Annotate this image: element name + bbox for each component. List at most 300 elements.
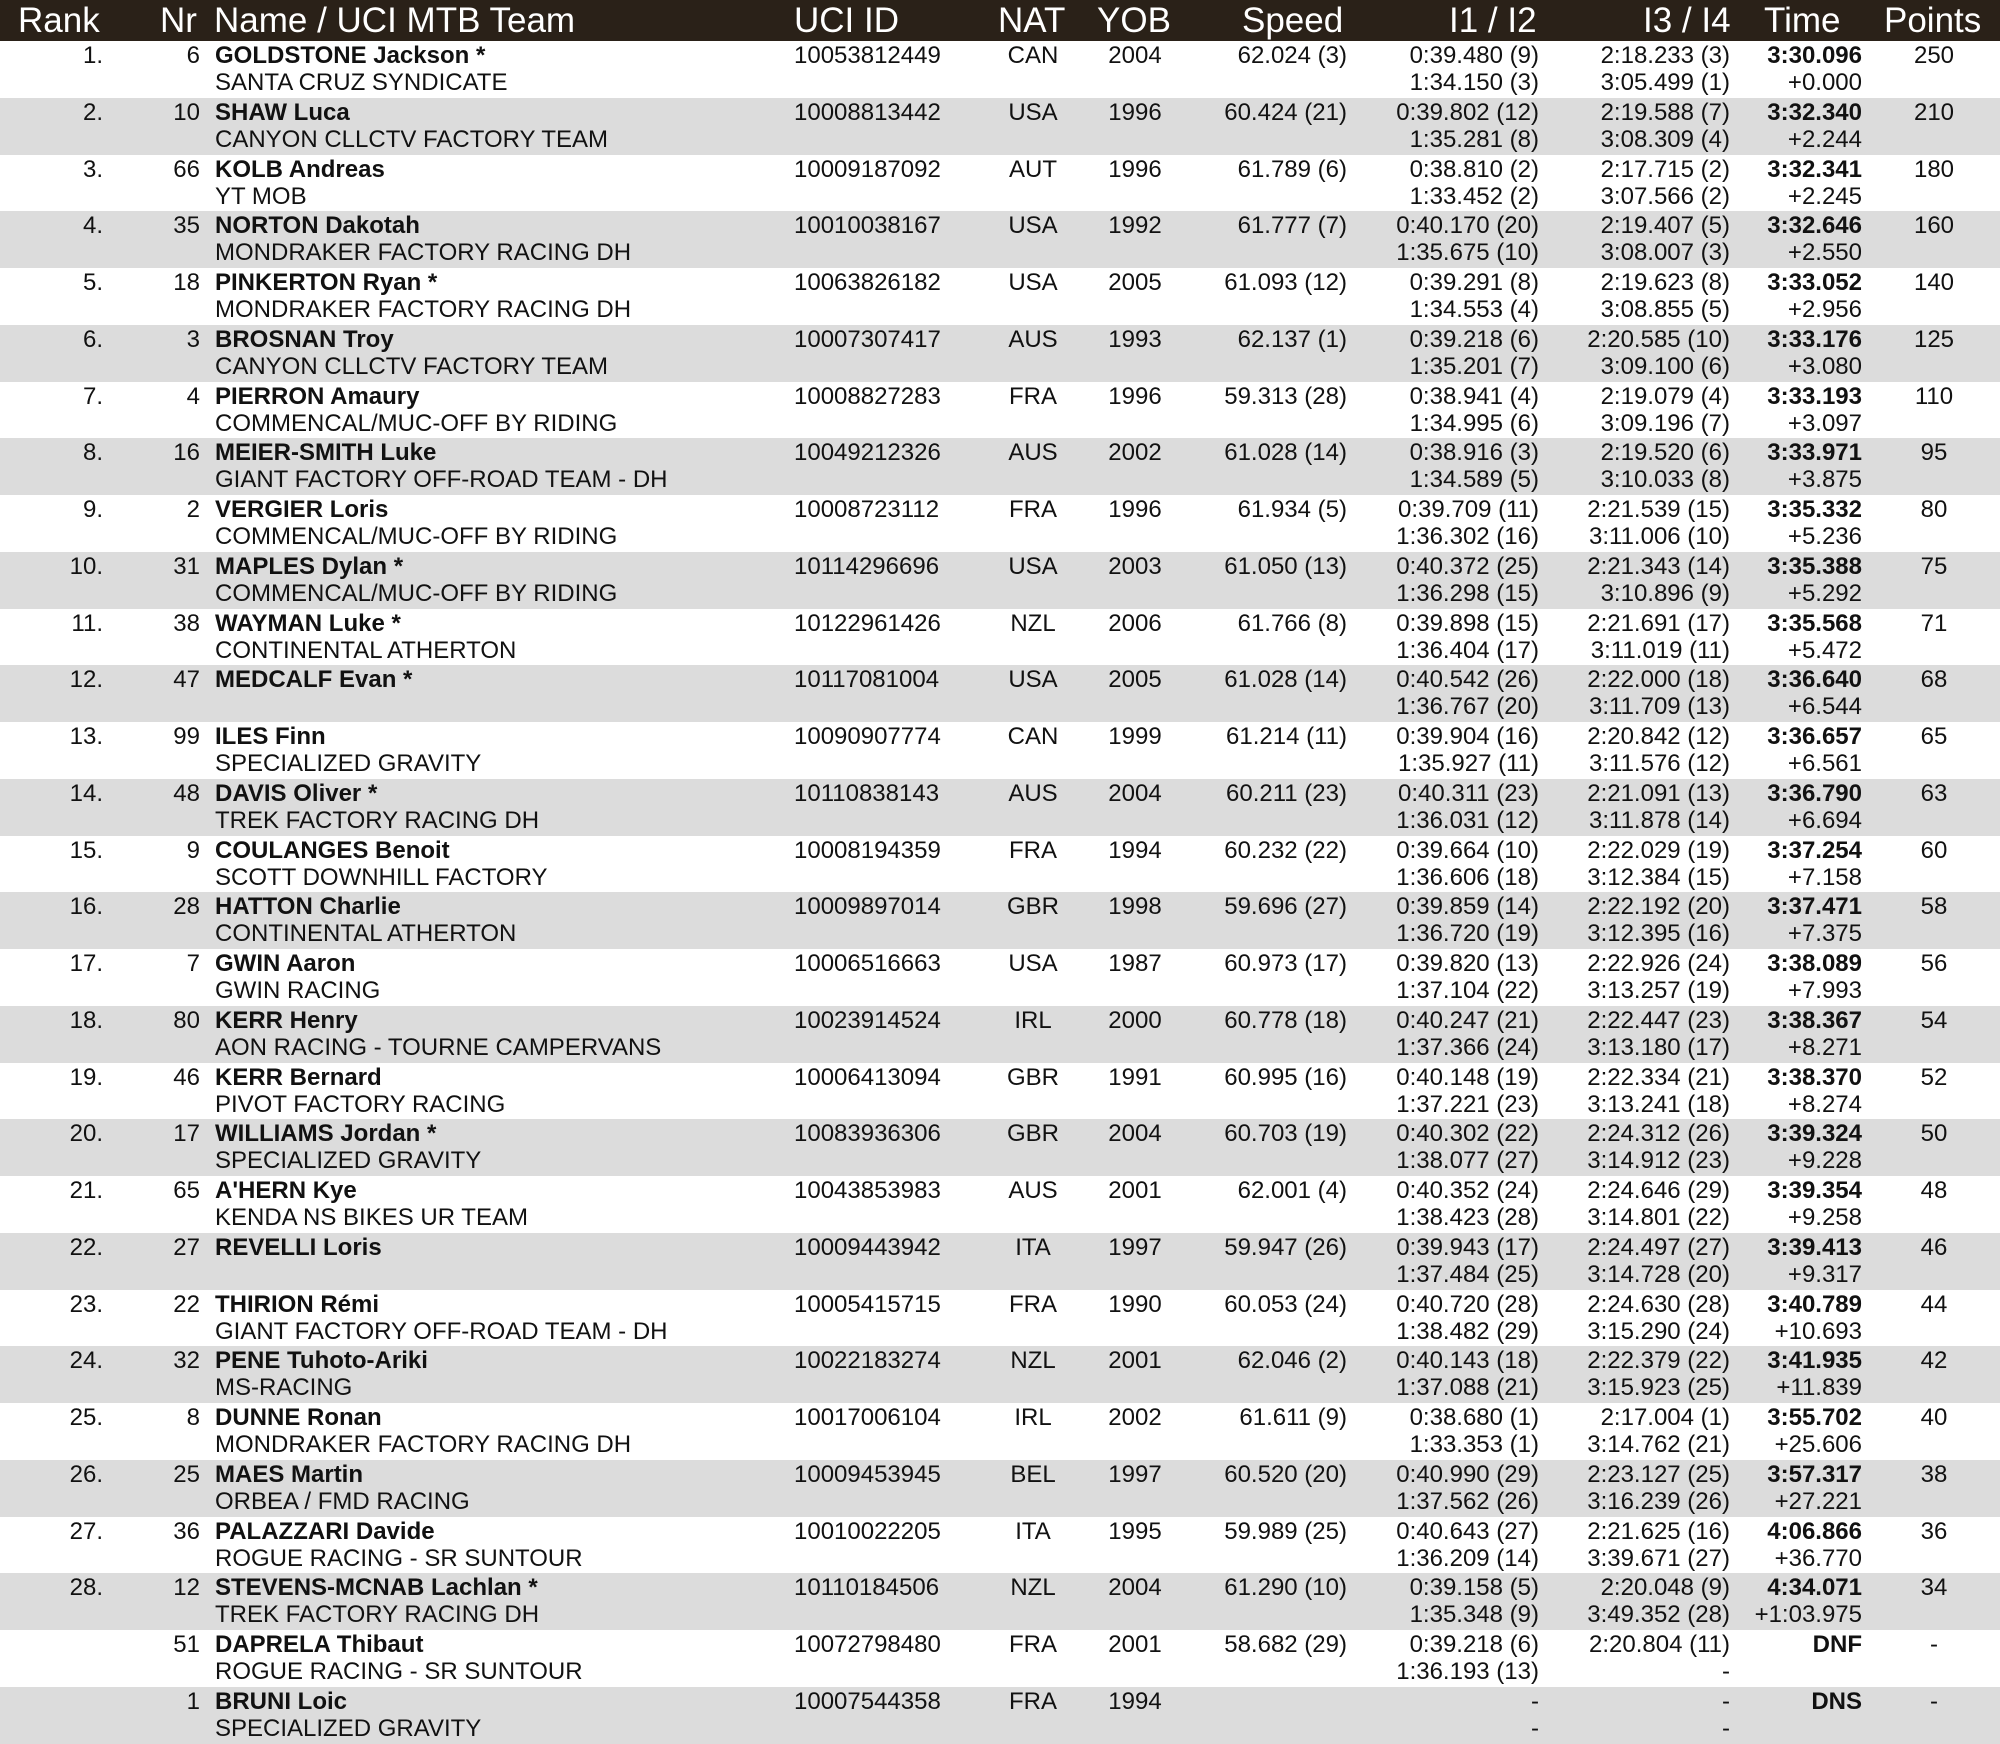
split-i3: 2:24.646 (29) [1587, 1177, 1730, 1204]
nat-cell: AUS [1008, 325, 1058, 353]
uci-id-cell: 10049212326 [794, 439, 941, 467]
table-row [0, 1460, 2000, 1517]
time-cell: 3:37.471 [1767, 893, 1862, 921]
split-i1: 0:39.291 (8) [1409, 269, 1539, 296]
split-i3: 2:22.192 (20) [1587, 893, 1730, 921]
split-i2: 1:37.221 (23) [1396, 1090, 1539, 1118]
speed-cell: 61.290 (10) [1224, 1574, 1347, 1602]
speed-cell: 61.214 (11) [1226, 723, 1347, 750]
time-cell: 3:36.657 [1767, 723, 1862, 750]
nat-cell: FRA [1009, 1631, 1057, 1658]
team-name: ORBEA / FMD RACING [215, 1487, 470, 1515]
nr-cell: 35 [173, 212, 200, 240]
split-i1: 0:39.904 (16) [1396, 723, 1539, 750]
points-cell: 160 [1913, 212, 1955, 240]
yob-cell: 2001 [1108, 1347, 1162, 1375]
split-i2: 1:37.366 (24) [1396, 1033, 1539, 1061]
header-speed: Speed [1242, 1, 1344, 40]
uci-id-cell: 10110838143 [794, 779, 940, 807]
yob-cell: 1995 [1108, 1517, 1162, 1545]
header-nat: NAT [998, 1, 1066, 40]
team-name: CANYON CLLCTV FACTORY TEAM [215, 352, 608, 380]
rank-cell: 2. [82, 98, 103, 126]
split-i3: 2:24.497 (27) [1587, 1233, 1730, 1261]
gap-cell: +10.693 [1774, 1317, 1862, 1345]
points-cell: 56 [1920, 950, 1948, 977]
speed-cell: 60.995 (16) [1224, 1063, 1347, 1091]
split-i3: 2:19.588 (7) [1600, 98, 1730, 126]
yob-cell: 2002 [1108, 1404, 1162, 1431]
nr-cell: 12 [173, 1574, 200, 1602]
split-i3: 2:19.520 (6) [1600, 439, 1730, 467]
gap-cell: +9.258 [1787, 1204, 1862, 1231]
table-row [0, 1290, 2000, 1347]
yob-cell: 1996 [1108, 382, 1162, 410]
speed-cell: 62.001 (4) [1237, 1177, 1347, 1204]
speed-cell: 59.696 (27) [1224, 893, 1347, 921]
time-cell: 3:40.789 [1767, 1290, 1862, 1318]
yob-cell: 2006 [1108, 609, 1162, 637]
split-i2: 1:37.562 (26) [1396, 1487, 1539, 1515]
nr-cell: 10 [173, 98, 200, 126]
table-row [0, 155, 2000, 212]
table-row [0, 892, 2000, 949]
rank-cell: 4. [82, 212, 103, 240]
rider-name: ILES Finn [215, 723, 326, 750]
rank-cell: 14. [69, 779, 103, 807]
header-uci-id: UCI ID [794, 1, 899, 40]
nr-cell: 7 [186, 950, 200, 977]
rank-cell: 22. [69, 1233, 103, 1261]
table-row [0, 1176, 2000, 1233]
rank-cell: 12. [69, 666, 103, 694]
split-i3: - [1722, 1687, 1730, 1715]
rider-name: MAES Martin [215, 1460, 364, 1488]
gap-cell: +7.375 [1787, 920, 1862, 948]
nat-cell: BEL [1010, 1460, 1056, 1488]
header-rank: Rank [18, 1, 100, 40]
nr-cell: 32 [173, 1347, 200, 1375]
split-i3: 2:21.625 (16) [1587, 1517, 1730, 1545]
split-i4: - [1722, 1714, 1730, 1742]
split-i4: 3:13.180 (17) [1587, 1033, 1730, 1061]
split-i2: 1:33.353 (1) [1409, 1431, 1539, 1458]
table-row [0, 1517, 2000, 1574]
rank-cell: 20. [69, 1120, 103, 1148]
rider-name: MAPLES Dylan * [215, 552, 404, 580]
gap-cell: +7.993 [1787, 977, 1862, 1004]
gap-cell: +6.694 [1787, 806, 1862, 834]
uci-id-cell: 10005415715 [794, 1290, 941, 1318]
split-i4: 3:08.309 (4) [1600, 125, 1730, 153]
gap-cell: +0.000 [1787, 69, 1862, 96]
nat-cell: FRA [1009, 496, 1057, 523]
nat-cell: ITA [1015, 1517, 1051, 1545]
speed-cell: 61.611 (9) [1239, 1404, 1347, 1431]
rider-name: DAVIS Oliver * [215, 779, 378, 807]
split-i2: 1:38.077 (27) [1396, 1147, 1539, 1175]
table-row [0, 1119, 2000, 1176]
points-cell: 140 [1913, 269, 1955, 296]
nr-cell: 27 [173, 1233, 200, 1261]
nat-cell: USA [1008, 552, 1058, 580]
nat-cell: CAN [1007, 723, 1059, 750]
split-i2: 1:35.675 (10) [1396, 239, 1539, 267]
time-cell: 3:30.096 [1767, 42, 1862, 69]
yob-cell: 2001 [1108, 1177, 1162, 1204]
time-cell: 3:57.317 [1767, 1460, 1862, 1488]
table-row [0, 1573, 2000, 1630]
points-cell: 65 [1920, 723, 1948, 750]
team-name: KENDA NS BIKES UR TEAM [215, 1204, 528, 1231]
speed-cell: 62.137 (1) [1237, 325, 1347, 353]
split-i1: 0:40.990 (29) [1396, 1460, 1539, 1488]
nat-cell: AUS [1008, 439, 1058, 467]
split-i1: 0:39.859 (14) [1396, 893, 1539, 921]
speed-cell: 60.778 (18) [1224, 1006, 1347, 1034]
gap-cell: +2.956 [1787, 296, 1862, 323]
table-row [0, 779, 2000, 836]
time-cell: 3:39.413 [1767, 1233, 1862, 1261]
split-i1: 0:39.218 (6) [1409, 325, 1539, 353]
split-i3: 2:17.715 (2) [1600, 155, 1730, 183]
gap-cell: +36.770 [1774, 1544, 1862, 1572]
rider-name: KERR Henry [215, 1006, 358, 1034]
uci-id-cell: 10117081004 [794, 666, 940, 694]
split-i1: 0:40.247 (21) [1396, 1006, 1539, 1034]
time-cell: 3:33.052 [1767, 269, 1862, 296]
split-i2: 1:35.348 (9) [1409, 1601, 1539, 1629]
split-i1: 0:40.643 (27) [1396, 1517, 1539, 1545]
rider-name: VERGIER Loris [215, 496, 389, 523]
split-i4: 3:12.395 (16) [1587, 920, 1730, 948]
table-row [0, 382, 2000, 439]
nat-cell: USA [1008, 98, 1058, 126]
uci-id-cell: 10022183274 [794, 1347, 941, 1375]
split-i3: 2:20.585 (10) [1587, 325, 1730, 353]
split-i3: 2:21.691 (17) [1587, 609, 1730, 637]
time-cell: 3:41.935 [1767, 1347, 1862, 1375]
rider-name: WAYMAN Luke * [215, 609, 401, 637]
nr-cell: 6 [186, 42, 200, 69]
points-cell: 63 [1920, 779, 1948, 807]
split-i2: 1:36.209 (14) [1396, 1544, 1539, 1572]
split-i3: 2:22.379 (22) [1587, 1347, 1730, 1375]
rider-name: GOLDSTONE Jackson * [215, 42, 486, 69]
results-header [0, 0, 2000, 41]
rider-name: PALAZZARI Davide [215, 1517, 435, 1545]
gap-cell: +5.236 [1787, 523, 1862, 550]
uci-id-cell: 10017006104 [794, 1404, 941, 1431]
split-i2: 1:38.423 (28) [1396, 1204, 1539, 1231]
rank-cell: 18. [69, 1006, 103, 1034]
rank-cell: 17. [69, 950, 103, 977]
nr-cell: 31 [173, 552, 200, 580]
points-cell: 50 [1920, 1120, 1948, 1148]
points-cell: 52 [1920, 1063, 1948, 1091]
rank-cell: 3. [82, 155, 103, 183]
speed-cell: 59.947 (26) [1224, 1233, 1347, 1261]
speed-cell: 59.989 (25) [1224, 1517, 1347, 1545]
rank-cell: 5. [82, 269, 103, 296]
nat-cell: ITA [1015, 1233, 1051, 1261]
rank-cell: 6. [82, 325, 103, 353]
nr-cell: 1 [186, 1687, 200, 1715]
time-cell: 3:32.340 [1767, 98, 1862, 126]
table-row [0, 41, 2000, 98]
nr-cell: 28 [173, 893, 200, 921]
split-i3: 2:19.407 (5) [1600, 212, 1730, 240]
speed-cell: 60.703 (19) [1224, 1120, 1347, 1148]
split-i4: 3:11.576 (12) [1589, 750, 1730, 777]
speed-cell: 61.934 (5) [1237, 496, 1347, 523]
split-i2: 1:37.104 (22) [1396, 977, 1539, 1004]
team-name: YT MOB [215, 182, 307, 210]
split-i1: 0:40.143 (18) [1396, 1347, 1539, 1375]
nat-cell: USA [1008, 666, 1058, 694]
yob-cell: 1998 [1108, 893, 1162, 921]
split-i3: 2:24.312 (26) [1587, 1120, 1730, 1148]
nat-cell: FRA [1009, 1687, 1057, 1715]
time-cell: DNF [1812, 1631, 1862, 1658]
nat-cell: NZL [1010, 1347, 1056, 1375]
split-i4: 3:14.801 (22) [1587, 1204, 1730, 1231]
table-row [0, 1233, 2000, 1290]
split-i4: 3:14.912 (23) [1587, 1147, 1730, 1175]
nat-cell: AUT [1009, 155, 1057, 183]
rider-name: NORTON Dakotah [215, 212, 420, 240]
split-i1: 0:40.170 (20) [1396, 212, 1539, 240]
yob-cell: 1991 [1108, 1063, 1162, 1091]
rank-cell: 15. [69, 836, 103, 864]
nr-cell: 16 [173, 439, 200, 467]
uci-id-cell: 10090907774 [794, 723, 941, 750]
speed-cell: 62.024 (3) [1237, 42, 1347, 69]
nr-cell: 2 [186, 496, 200, 523]
gap-cell: +25.606 [1774, 1431, 1862, 1458]
team-name: TREK FACTORY RACING DH [215, 1601, 540, 1629]
split-i3: 2:23.127 (25) [1587, 1460, 1730, 1488]
split-i1: - [1531, 1687, 1539, 1715]
yob-cell: 2004 [1108, 1120, 1162, 1148]
speed-cell: 60.424 (21) [1224, 98, 1347, 126]
gap-cell: +8.271 [1787, 1033, 1862, 1061]
team-name: CONTINENTAL ATHERTON [215, 636, 517, 664]
yob-cell: 1996 [1108, 98, 1162, 126]
nat-cell: FRA [1009, 836, 1057, 864]
yob-cell: 2005 [1108, 269, 1162, 296]
team-name: GWIN RACING [215, 977, 381, 1004]
rank-cell: 27. [69, 1517, 103, 1545]
split-i2: 1:38.482 (29) [1396, 1317, 1539, 1345]
table-row [0, 1346, 2000, 1403]
yob-cell: 1996 [1108, 496, 1162, 523]
yob-cell: 2002 [1108, 439, 1162, 467]
uci-id-cell: 10008813442 [794, 98, 941, 126]
split-i2: 1:37.088 (21) [1396, 1374, 1539, 1402]
split-i2: 1:37.484 (25) [1396, 1260, 1539, 1288]
split-i1: 0:39.218 (6) [1409, 1631, 1539, 1658]
split-i2: 1:35.281 (8) [1409, 125, 1539, 153]
gap-cell: +2.244 [1787, 125, 1862, 153]
nr-cell: 22 [173, 1290, 200, 1318]
nr-cell: 38 [173, 609, 200, 637]
split-i2: 1:36.404 (17) [1396, 636, 1539, 664]
time-cell: 3:32.646 [1767, 212, 1862, 240]
speed-cell: 61.777 (7) [1237, 212, 1347, 240]
table-row [0, 1630, 2000, 1687]
yob-cell: 2003 [1108, 552, 1162, 580]
speed-cell: 60.973 (17) [1224, 950, 1347, 977]
team-name: TREK FACTORY RACING DH [215, 806, 540, 834]
time-cell: 3:35.332 [1767, 496, 1862, 523]
uci-id-cell: 10008827283 [794, 382, 941, 410]
header-points: Points [1884, 1, 1982, 40]
rider-name: GWIN Aaron [215, 950, 356, 977]
rider-name: MEIER-SMITH Luke [215, 439, 437, 467]
nat-cell: NZL [1010, 1574, 1056, 1602]
yob-cell: 1999 [1108, 723, 1162, 750]
points-cell: 210 [1913, 98, 1955, 126]
rider-name: BROSNAN Troy [215, 325, 394, 353]
time-cell: 3:37.254 [1767, 836, 1862, 864]
split-i2: 1:36.193 (13) [1396, 1658, 1539, 1685]
rider-name: A'HERN Kye [215, 1177, 357, 1204]
header-time: Time [1764, 1, 1841, 40]
yob-cell: 1987 [1108, 950, 1162, 977]
rider-name: MEDCALF Evan * [215, 666, 413, 694]
uci-id-cell: 10122961426 [794, 609, 941, 637]
team-name: GIANT FACTORY OFF-ROAD TEAM - DH [215, 1317, 668, 1345]
split-i2: 1:34.995 (6) [1409, 409, 1539, 437]
rank-cell: 13. [69, 723, 103, 750]
split-i1: 0:39.898 (15) [1396, 609, 1539, 637]
time-cell: 3:32.341 [1767, 155, 1862, 183]
split-i4: 3:12.384 (15) [1587, 863, 1730, 891]
split-i2: 1:33.452 (2) [1409, 182, 1539, 210]
team-name: ROGUE RACING - SR SUNTOUR [215, 1658, 583, 1685]
nat-cell: FRA [1009, 382, 1057, 410]
points-cell: - [1930, 1631, 1938, 1658]
split-i1: 0:39.820 (13) [1396, 950, 1539, 977]
uci-id-cell: 10063826182 [794, 269, 941, 296]
yob-cell: 1996 [1108, 155, 1162, 183]
rider-name: PENE Tuhoto-Ariki [215, 1347, 428, 1375]
header-name-team: Name / UCI MTB Team [214, 1, 576, 40]
rank-cell: 8. [82, 439, 103, 467]
split-i1: 0:40.720 (28) [1396, 1290, 1539, 1318]
team-name: PIVOT FACTORY RACING [215, 1090, 506, 1118]
rank-cell: 19. [69, 1063, 103, 1091]
split-i1: 0:38.680 (1) [1409, 1404, 1539, 1431]
split-i4: 3:39.671 (27) [1587, 1544, 1730, 1572]
split-i4: 3:49.352 (28) [1587, 1601, 1730, 1629]
split-i4: 3:14.762 (21) [1587, 1431, 1730, 1458]
time-cell: 4:34.071 [1767, 1574, 1862, 1602]
header-yob: YOB [1097, 1, 1171, 40]
points-cell: 60 [1920, 836, 1948, 864]
yob-cell: 1994 [1108, 836, 1162, 864]
split-i4: 3:08.007 (3) [1600, 239, 1730, 267]
table-row [0, 722, 2000, 779]
gap-cell: +3.097 [1787, 409, 1862, 437]
team-name: MONDRAKER FACTORY RACING DH [215, 1431, 632, 1458]
speed-cell: 58.682 (29) [1224, 1631, 1347, 1658]
nat-cell: IRL [1014, 1006, 1052, 1034]
table-row [0, 1687, 2000, 1744]
points-cell: 38 [1920, 1460, 1948, 1488]
nr-cell: 25 [173, 1460, 200, 1488]
split-i1: 0:40.311 (23) [1398, 779, 1539, 807]
nr-cell: 8 [186, 1404, 200, 1431]
uci-id-cell: 10009187092 [794, 155, 941, 183]
points-cell: 36 [1920, 1517, 1948, 1545]
header-i1-i2: I1 / I2 [1449, 1, 1537, 40]
uci-id-cell: 10114296696 [794, 552, 940, 580]
nr-cell: 3 [186, 325, 200, 353]
rider-name: STEVENS-MCNAB Lachlan * [215, 1574, 538, 1602]
team-name: SPECIALIZED GRAVITY [215, 1147, 482, 1175]
uci-id-cell: 10010038167 [794, 212, 941, 240]
points-cell: 42 [1920, 1347, 1948, 1375]
split-i4: 3:05.499 (1) [1600, 69, 1730, 96]
nat-cell: USA [1008, 269, 1058, 296]
split-i4: - [1722, 1658, 1730, 1685]
split-i3: 2:22.926 (24) [1587, 950, 1730, 977]
table-row [0, 1063, 2000, 1120]
split-i3: 2:19.623 (8) [1600, 269, 1730, 296]
table-row [0, 211, 2000, 268]
table-row [0, 98, 2000, 155]
split-i2: 1:35.201 (7) [1409, 352, 1539, 380]
time-cell: 3:38.370 [1767, 1063, 1862, 1091]
nat-cell: AUS [1008, 1177, 1058, 1204]
split-i4: 3:11.878 (14) [1589, 806, 1730, 834]
nat-cell: FRA [1009, 1290, 1057, 1318]
split-i1: 0:38.810 (2) [1409, 155, 1539, 183]
speed-cell: 60.520 (20) [1224, 1460, 1347, 1488]
split-i3: 2:22.029 (19) [1587, 836, 1730, 864]
nr-cell: 48 [173, 779, 200, 807]
split-i3: 2:24.630 (28) [1587, 1290, 1730, 1318]
split-i2: 1:34.150 (3) [1409, 69, 1539, 96]
yob-cell: 2004 [1108, 1574, 1162, 1602]
team-name: SPECIALIZED GRAVITY [215, 750, 482, 777]
rank-cell: 28. [69, 1574, 103, 1602]
team-name: AON RACING - TOURNE CAMPERVANS [215, 1033, 662, 1061]
nr-cell: 66 [173, 155, 200, 183]
yob-cell: 2004 [1108, 779, 1162, 807]
speed-cell: 61.028 (14) [1224, 439, 1347, 467]
split-i1: 0:39.664 (10) [1396, 836, 1539, 864]
split-i2: 1:36.302 (16) [1396, 523, 1539, 550]
points-cell: 54 [1920, 1006, 1948, 1034]
split-i1: 0:39.709 (11) [1398, 496, 1539, 523]
gap-cell: +7.158 [1787, 863, 1862, 891]
table-row [0, 325, 2000, 382]
uci-id-cell: 10008723112 [794, 496, 940, 523]
uci-id-cell: 10043853983 [794, 1177, 941, 1204]
yob-cell: 1997 [1108, 1233, 1162, 1261]
rank-cell: 11. [71, 609, 103, 637]
gap-cell: +27.221 [1774, 1487, 1862, 1515]
team-name: SPECIALIZED GRAVITY [215, 1714, 482, 1742]
split-i2: 1:35.927 (11) [1398, 750, 1539, 777]
speed-cell: 62.046 (2) [1237, 1347, 1347, 1375]
rider-name: THIRION Rémi [215, 1290, 380, 1318]
rider-name: SHAW Luca [215, 98, 350, 126]
rider-name: COULANGES Benoit [215, 836, 450, 864]
